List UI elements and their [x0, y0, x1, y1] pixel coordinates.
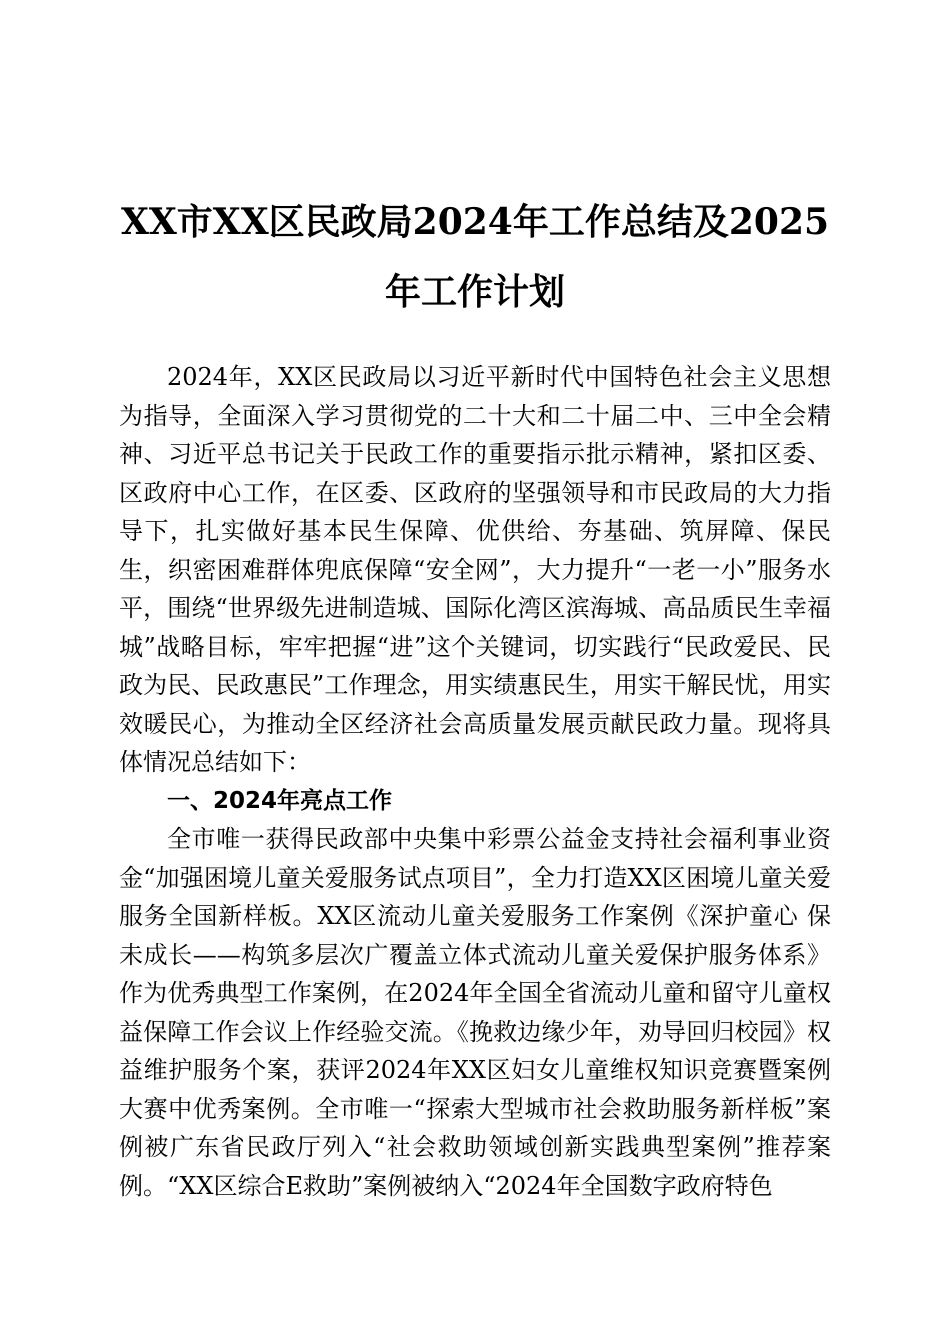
- document-title-line-2: 年工作计划: [384, 271, 565, 313]
- document-body: [119, 358, 831, 1205]
- document-title-line-1: XX市XX区民政局2024年工作总结及2025: [120, 201, 830, 243]
- intro-paragraph: 2024年，XX区民政局以习近平新时代中国特色社会主义思想为指导，全面深入学习贯彻党的二十大和二十届二中、三中全会精神、习近平总书记关于民政工作的重要指示批示精神，紧扣区委、区政府中心工作，在区委、区政府的坚强领导和市民政局的大力指导下，扎实做好基本民生保障、优供给、夯基础、筑屏障、保民生，织密困难群体兜底保障“安全网”，大力提升“一老一小”服务水平，围绕“世界级先进制造城、国际化湾区滨海城、高品质民生幸福城”战略目标，牢牢把握“进”这个关键词，切实践行“民政爱民、民政为民、民政惠民”工作理念，用实绩惠民生，用实干解民忧，用实效暖民心，为推动全区经济社会高质量发展贡献民政力量。现将具体情况总结如下：: [119, 363, 831, 776]
- section-paragraph-highlights: 全市唯一获得民政部中央集中彩票公益金支持社会福利事业资金“加强困境儿童关爱服务试点项目”，全力打造XX区困境儿童关爱服务全国新样板。XX区流动儿童关爱服务工作案例《深护童心 保未成长——构筑多层次广覆盖立体式流动儿童关爱保护服务体系》作为优秀典型工作案例，在2024年全国全省流动儿童和留守儿童权益保障工作会议上作经验交流。《挽救边缘少年，劝导回归校园》权益维护服务个案，获评2024年XX区妇女儿童维权知识竞赛暨案例大赛中优秀案例。全市唯一“探索大型城市社会救助服务新样板”案例被广东省民政厅列入“社会救助领域创新实践典型案例”推荐案例。“XX区综合E救助”案例被纳入“2024年全国数字政府特色: [119, 825, 831, 1200]
- section-heading-highlights: 一、2024年亮点工作: [167, 787, 393, 814]
